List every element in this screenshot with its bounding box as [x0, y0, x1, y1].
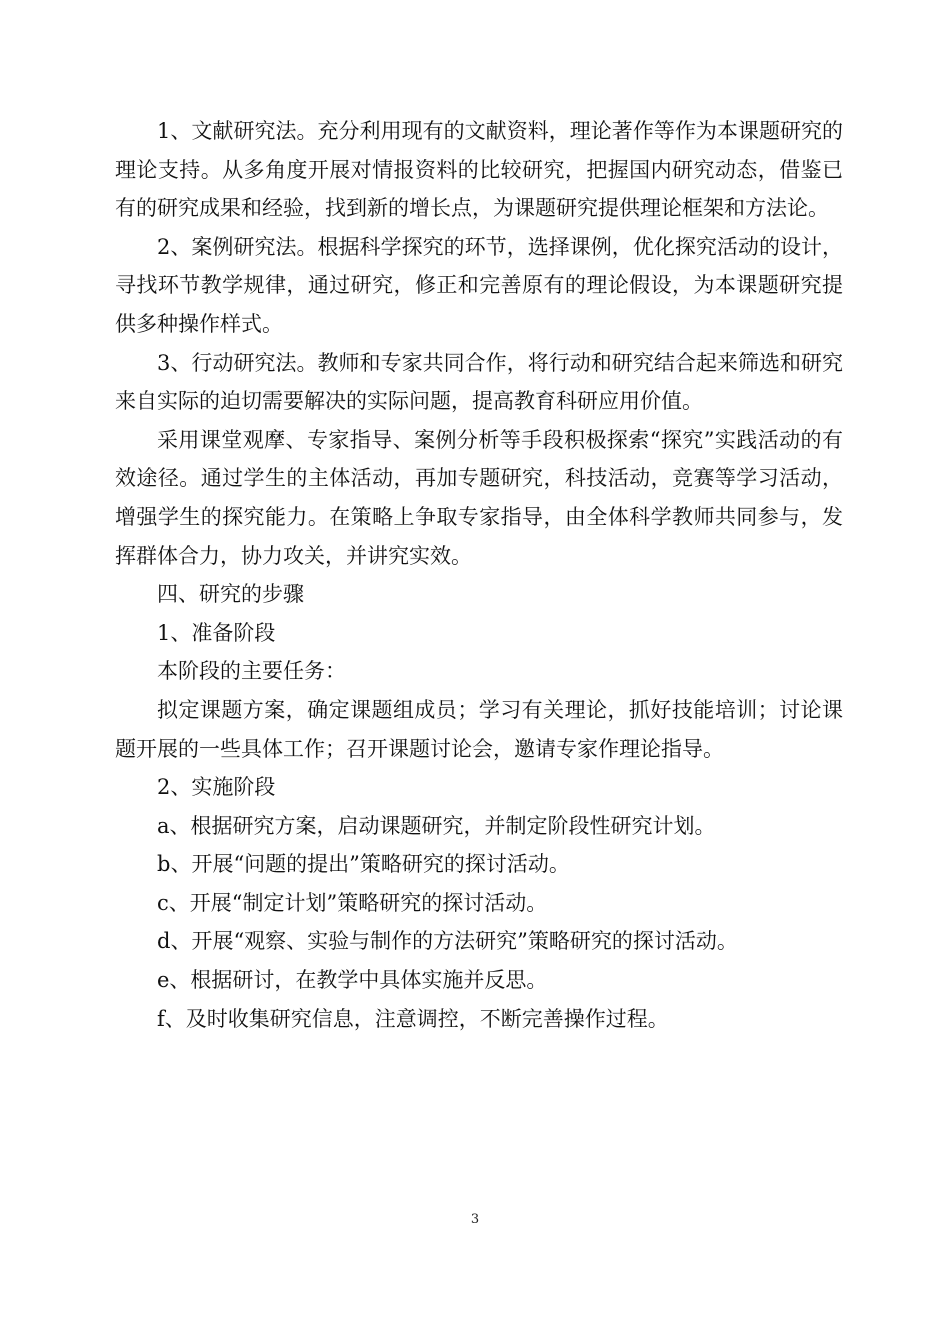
- subheading-implementation-stage: 2、实施阶段: [157, 775, 276, 800]
- section-heading-research-steps: 四、研究的步骤: [157, 582, 304, 607]
- list-item-a: a、根据研究方案，启动课题研究，并制定阶段性研究计划。: [157, 813, 716, 838]
- list-item-c: c、开展“制定计划”策略研究的探讨活动。: [157, 890, 548, 915]
- document-body: [115, 112, 843, 1038]
- list-item-f: f、及时收集研究信息，注意调控，不断完善操作过程。: [157, 1006, 669, 1031]
- paragraph-approach-summary: 采用课堂观摩、专家指导、案例分析等手段积极探索“探究”实践活动的有效途径。通过学生的主体活动，再加专题研究，科技活动，竞赛等学习活动，增强学生的探究能力。在策略上争取专家指导，由全体科学教师共同参与，发挥群体合力，协力攻关，并讲究实效。: [115, 427, 843, 568]
- list-item-d: d、开展“观察、实验与制作的方法研究”策略研究的探讨活动。: [157, 929, 738, 954]
- paragraph-preparation-tasks: 拟定课题方案，确定课题组成员；学习有关理论，抓好技能培训；讨论课题开展的一些具体工作；召开课题讨论会，邀请专家作理论指导。: [115, 697, 843, 761]
- subheading-preparation-stage: 1、准备阶段: [157, 620, 276, 645]
- list-item-b: b、开展“问题的提出”策略研究的探讨活动。: [157, 852, 570, 877]
- paragraph-case-study-method: 2、案例研究法。根据科学探究的环节，选择课例，优化探究活动的设计，寻找环节教学规律，通过研究，修正和完善原有的理论假设，为本课题研究提供多种操作样式。: [115, 234, 843, 336]
- paragraph-action-research-method: 3、行动研究法。教师和专家共同合作，将行动和研究结合起来筛选和研究来自实际的迫切需要解决的实际问题，提高教育科研应用价值。: [115, 350, 843, 414]
- paragraph-main-tasks-label: 本阶段的主要任务：: [157, 659, 346, 684]
- paragraph-literature-method: 1、文献研究法。充分利用现有的文献资料，理论著作等作为本课题研究的理论支持。从多角度开展对情报资料的比较研究，把握国内研究动态，借鉴已有的研究成果和经验，找到新的增长点，为课题研究提供理论框架和方法论。: [115, 119, 843, 221]
- page-number: 3: [470, 1212, 480, 1227]
- list-item-e: e、根据研讨，在教学中具体实施并反思。: [157, 968, 548, 993]
